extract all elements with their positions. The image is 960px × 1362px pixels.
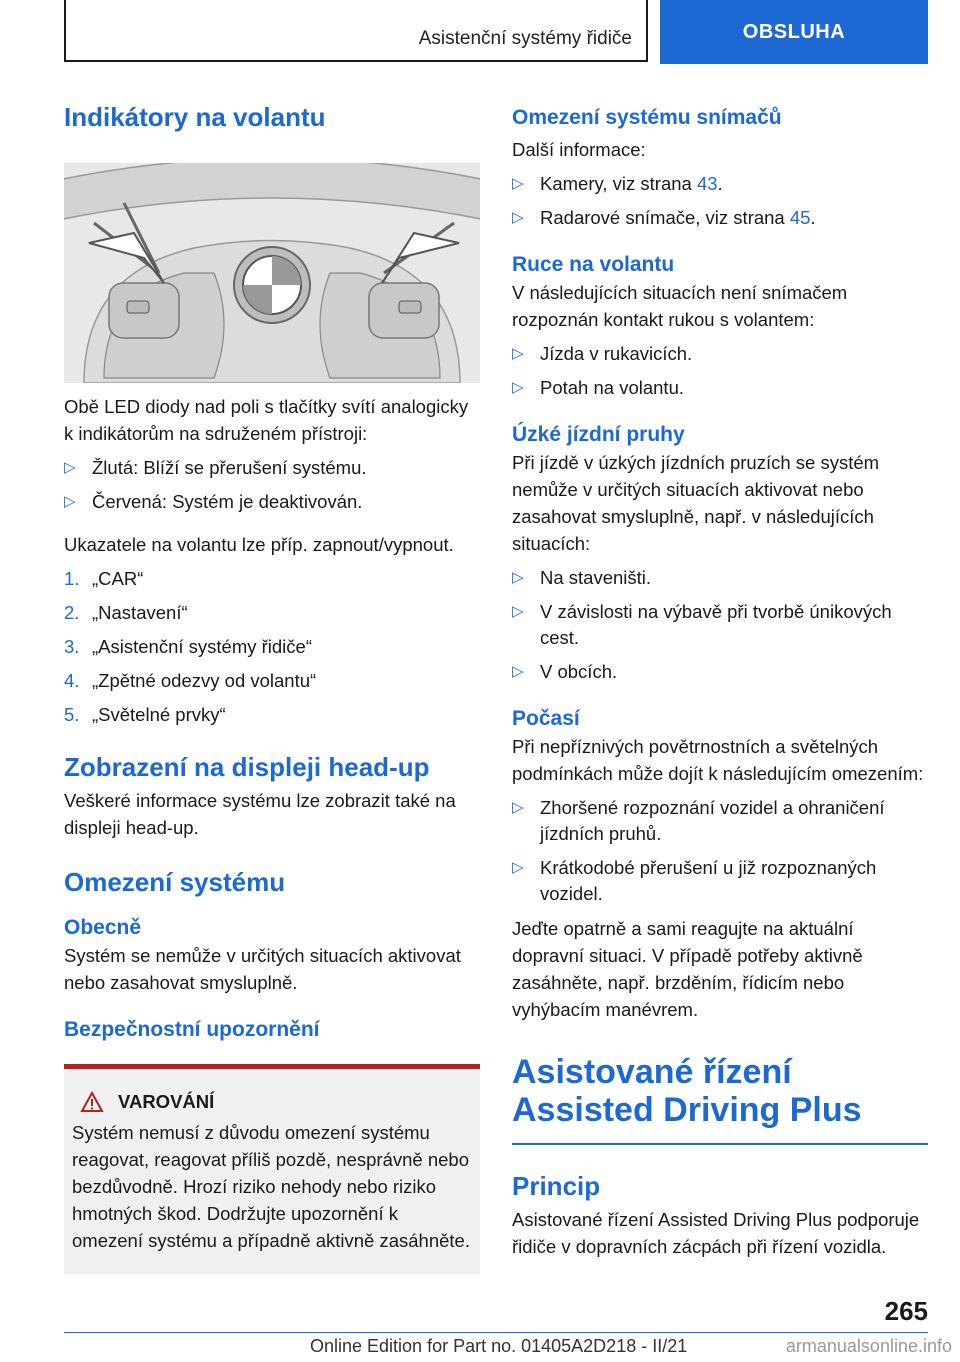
page-header	[64, 0, 928, 64]
steering-wheel-illustration	[64, 163, 480, 383]
paragraph-weather: Při nepříznivých povětrnostních a světelných podmínkách může dojít k následujícím omezením:	[512, 736, 924, 784]
triangle-bullet-icon: ▷	[512, 345, 524, 362]
paragraph-hands: V následujících situacích není snímačem rozpoznán kontakt rukou s volantem:	[512, 282, 848, 330]
triangle-bullet-icon: ▷	[512, 603, 524, 620]
list-item: ▷ Jízda v rukavicích.	[512, 341, 928, 367]
sensor-list	[512, 171, 928, 231]
right-column	[512, 96, 928, 1260]
list-item: ▷ Radarové snímače, viz strana 45.	[512, 205, 928, 231]
list-item: ▷ Na staveništi.	[512, 565, 928, 591]
list-item: 1. „CAR“	[64, 568, 144, 589]
list-item: ▷ Krátkodobé přerušení u již rozpoznaných vozidel.	[512, 857, 877, 904]
heading-narrow-lanes: Úzké jízdní pruhy	[512, 423, 685, 446]
paragraph-drive-carefully: Jeďte opatrně a sami reagujte na aktuální dopravní situaci. V případě potřeby aktivně zasáhněte, např. brzděním, řídicím nebo vyhýbacím manévrem.	[512, 918, 863, 1020]
triangle-bullet-icon: ▷	[64, 459, 76, 476]
warning-text: Systém nemusí z důvodu omezení systému reagovat, reagovat příliš pozdě, nesprávně nebo bezdůvodně. Hrozí riziko nehody nebo riziko hmotných škod. Dodržujte upozornění k omezení systému a případně aktivně zasáhněte.	[72, 1122, 470, 1251]
paragraph-more-info: Další informace:	[512, 139, 646, 160]
warning-title: VAROVÁNÍ	[72, 1091, 472, 1113]
list-item: ▷ Zhoršené rozpoznání vozidel a ohraničení jízdních pruhů.	[512, 797, 885, 844]
triangle-bullet-icon: ▷	[512, 663, 524, 680]
list-item: 2. „Nastavení“	[64, 602, 188, 623]
heading-principle: Princip	[512, 1171, 601, 1201]
list-item: 3. „Asistenční systémy řidiče“	[64, 636, 312, 657]
heading-safety: Bezpečnostní upozornění	[64, 1018, 320, 1041]
list-item: ▷ Žlutá: Blíží se přerušení systému.	[64, 455, 480, 481]
heading-weather: Počasí	[512, 707, 580, 730]
heading-hud: Zobrazení na displeji head-up	[64, 752, 430, 782]
led-list	[64, 455, 480, 515]
settings-steps	[64, 566, 480, 728]
header-section-title: Asistenční systémy řidiče	[418, 28, 632, 49]
heading-hands-on-wheel: Ruce na volantu	[512, 253, 675, 276]
list-item: ▷ Potah na volantu.	[512, 375, 928, 401]
paragraph-general: Systém se nemůže v určitých situacích aktivovat nebo zasahovat smysluplně.	[64, 945, 461, 993]
header-chapter-tab[interactable]: OBSLUHA	[660, 0, 928, 64]
triangle-bullet-icon: ▷	[512, 379, 524, 396]
list-item: 5. „Světelné prvky“	[64, 704, 226, 725]
heading-system-limits: Omezení systému	[64, 867, 286, 897]
triangle-bullet-icon: ▷	[512, 859, 524, 876]
list-item: ▷ Kamery, viz strana 43.	[512, 171, 928, 197]
paragraph-toggle: Ukazatele na volantu lze příp. zapnout/vypnout.	[64, 534, 454, 555]
page-number: 265	[884, 1296, 928, 1326]
heading-assisted-driving: Asistované řízení Assisted Driving Plus	[512, 1053, 862, 1129]
paragraph-lanes: Při jízdě v úzkých jízdních pruzích se systém nemůže v určitých situacích aktivovat nebo zasahovat smysluplně, např. v následujících situacích:	[512, 452, 880, 554]
paragraph-principle: Asistované řízení Assisted Driving Plus podporuje řidiče v dopravních zácpách při řízení vozidla.	[512, 1209, 920, 1257]
heading-sensor-limits: Omezení systému snímačů	[512, 106, 782, 129]
section-rule	[512, 1143, 928, 1145]
triangle-bullet-icon: ▷	[512, 799, 524, 816]
warning-box	[64, 1064, 480, 1274]
hands-list	[512, 341, 928, 401]
triangle-bullet-icon: ▷	[512, 209, 524, 226]
list-item: ▷ V obcích.	[512, 659, 928, 685]
triangle-bullet-icon: ▷	[512, 175, 524, 192]
left-column	[64, 96, 480, 1274]
paragraph-led: Obě LED diody nad poli s tlačítky svítí analogicky k indikátorům na sdruženém přístroji:	[64, 396, 469, 444]
triangle-bullet-icon: ▷	[64, 493, 76, 510]
list-item: ▷ Červená: Systém je deaktivován.	[64, 489, 480, 515]
triangle-bullet-icon: ▷	[512, 569, 524, 586]
edition-note: Online Edition for Part no. 01405A2D218 - II/21	[310, 1336, 688, 1356]
paragraph-hud: Veškeré informace systému lze zobrazit také na displeji head-up.	[64, 790, 456, 838]
lanes-list	[512, 565, 928, 685]
heading-indicators: Indikátory na volantu	[64, 102, 326, 132]
list-item: ▷ V závislosti na výbavě při tvorbě únikových cest.	[512, 601, 892, 648]
weather-list	[512, 795, 928, 907]
steering-wheel-image	[64, 163, 480, 383]
list-item: 4. „Zpětné odezvy od volantu“	[64, 670, 317, 691]
page-link-45[interactable]: 45	[789, 207, 811, 228]
warning-triangle-icon	[80, 1091, 104, 1113]
footer-rule	[64, 1332, 928, 1333]
heading-general: Obecně	[64, 916, 142, 939]
page-link-43[interactable]: 43	[696, 173, 718, 194]
watermark: armanualsonline.info	[785, 1336, 952, 1356]
